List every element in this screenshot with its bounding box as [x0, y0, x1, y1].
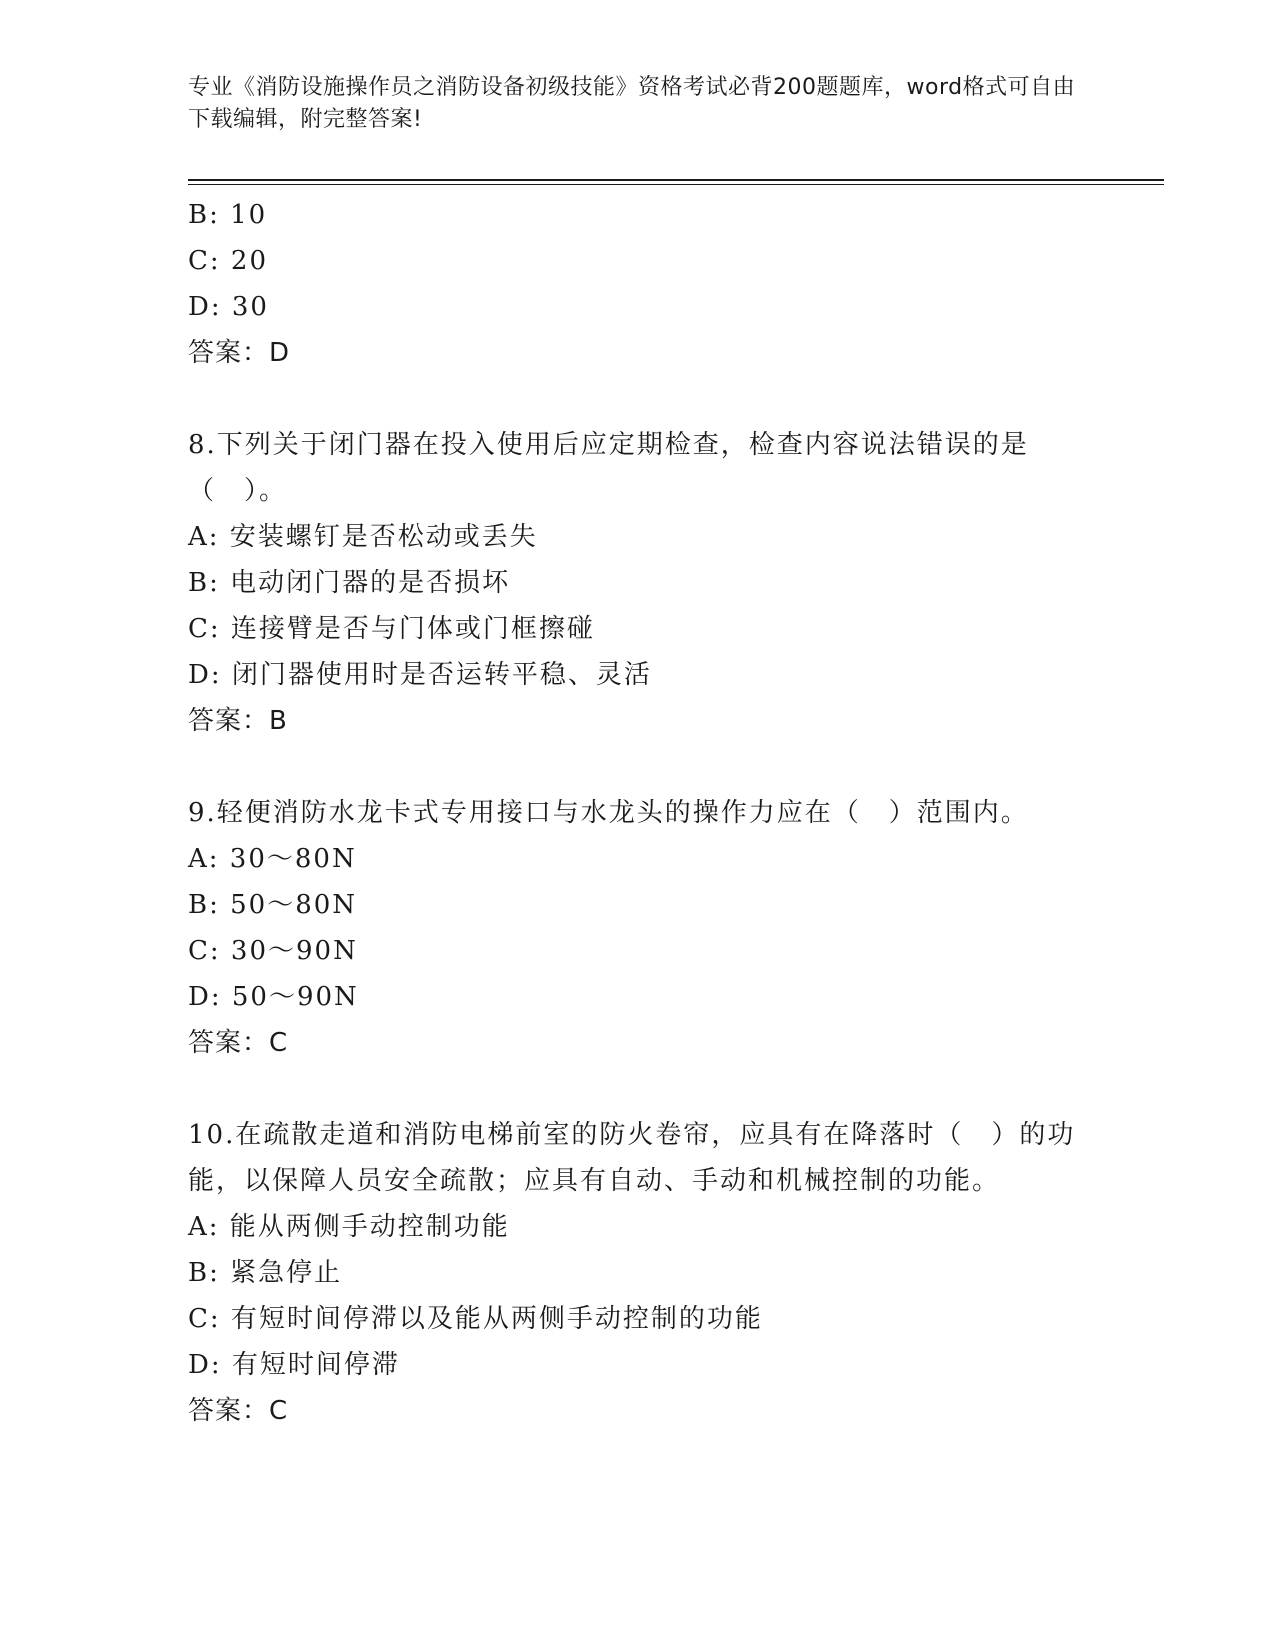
answer-line: 答案：C: [188, 1396, 289, 1426]
previous-question-block: [188, 192, 1088, 376]
question-block: [188, 422, 1088, 744]
document-header: 专业《消防设施操作员之消防设备初级技能》资格考试必背200题题库，word格式可自由下载编辑，附完整答案!: [188, 75, 1076, 132]
option-b: B: 50～80N: [188, 890, 358, 920]
header-divider-thick: [188, 179, 1164, 181]
option-c: C: 20: [188, 246, 269, 276]
option-a: A: 能从两侧手动控制功能: [188, 1212, 510, 1242]
option-a: A: 安装螺钉是否松动或丢失: [188, 522, 538, 552]
option-d: D: 闭门器使用时是否运转平稳、灵活: [188, 660, 652, 690]
header-divider-thin: [188, 184, 1164, 185]
question-text: 9.轻便消防水龙卡式专用接口与水龙头的操作力应在（ ）范围内。: [188, 798, 1029, 828]
question-block: [188, 1112, 1088, 1434]
answer-line: 答案：B: [188, 706, 288, 736]
option-a: A: 30～80N: [188, 844, 357, 874]
question-block: [188, 790, 1088, 1066]
question-content: [188, 192, 1088, 1434]
option-d: D: 30: [188, 292, 269, 322]
option-b: B: 10: [188, 200, 268, 230]
answer-line: 答案：D: [188, 338, 291, 368]
question-text: 8.下列关于闭门器在投入使用后应定期检查，检查内容说法错误的是（ ）。: [188, 430, 1029, 506]
option-b: B: 紧急停止: [188, 1258, 343, 1288]
question-text: 10.在疏散走道和消防电梯前室的防火卷帘，应具有在降落时（ ）的功能，以保障人员安全疏散；应具有自动、手动和机械控制的功能。: [188, 1120, 1076, 1196]
option-b: B: 电动闭门器的是否损坏: [188, 568, 511, 598]
option-d: D: 50～90N: [188, 982, 359, 1012]
option-c: C: 有短时间停滞以及能从两侧手动控制的功能: [188, 1304, 763, 1334]
option-c: C: 连接臂是否与门体或门框擦碰: [188, 614, 595, 644]
answer-line: 答案：C: [188, 1028, 289, 1058]
option-c: C: 30～90N: [188, 936, 358, 966]
option-d: D: 有短时间停滞: [188, 1350, 400, 1380]
